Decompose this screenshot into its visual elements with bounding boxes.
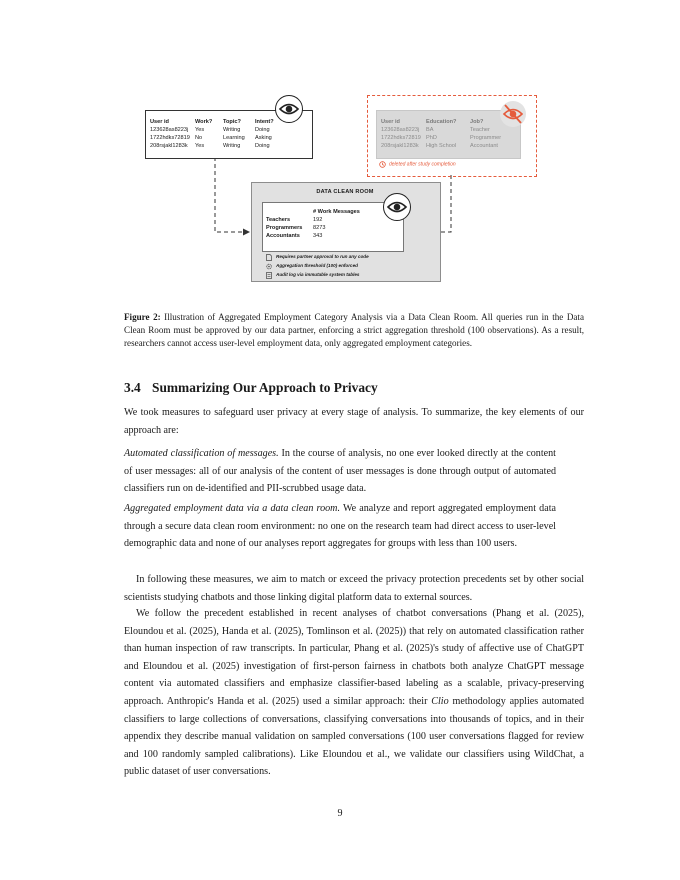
table-cell: No [195,135,203,141]
table-row [150,134,274,142]
list-item [266,271,369,280]
column-header: User id [150,119,169,125]
table-cell: 343 [313,233,323,239]
table-row [266,216,360,224]
note-text: Aggregation threshold (100) enforced [276,262,358,268]
row-label: Teachers [266,217,291,223]
intro-paragraph: We took measures to safeguard user privacy at every stage of analysis. To summarize, the key elements of our approach are: [124,407,584,436]
body-paragraph [124,571,584,606]
row-label: Programmers [266,225,303,231]
paragraph-text: We follow the precedent established in recent analyses of chatbot conversations (Phang et al. (2025), Eloundou et al. (2025), Handa et al. (2025), Tomlinson et al. (2025)) that rely on automated classification rather than human inspection of raw transcripts. In particular, Phang et al. (2025)'s study of affective use of ChatGPT and Eloundou et al. (2025) investigation of first-person fairness in chatbots both analyze ChatGPT message content via automated classifiers and emphasize classifier-based labeling as a scalable, privacy-preserving approach. Anthropic's Handa et al. (2025) used a similar approach: their [124,608,584,707]
table-cell: 192 [313,217,323,223]
table-cell: 123628as8223j [381,127,420,133]
paragraph-text: In following these measures, we aim to match or exceed the privacy protection precedents set by other social scientists studying chatbots and those linking digital platform data to external sources. [124,574,584,603]
row-label: Accountants [266,233,300,239]
table-row [150,126,274,134]
table-cell: 208rsjakl1283k [150,143,188,149]
column-header: Topic? [223,119,241,125]
table-row [381,134,501,142]
list-item [266,262,369,271]
table-cell: 123628as8223j [150,127,189,133]
table-cell: Programmer [470,135,502,141]
table-row [381,142,501,150]
clio-term: Clio [431,695,449,707]
table-cell: High School [426,143,457,149]
column-header: User id [381,119,400,125]
table-cell: Asking [255,135,272,141]
document-icon [266,254,272,261]
list-item [124,500,556,553]
eye-icon [383,193,411,221]
table-cell: BA [426,127,434,133]
table-cell: Learning [223,135,245,141]
item-text: In the course of analysis, no one ever looked directly at the content of user messages: all of our analysis of the content of user messages is done through output of automated classifiers run on de-identified and PII-scrubbed usage data. [124,448,556,495]
column-header: Education? [426,119,457,125]
table-row [266,224,360,232]
note-text: Audit log via immutable system tables [276,271,360,277]
list-item [266,253,369,262]
table-cell: 208rsjakl1283k [381,143,419,149]
table-cell: 1722hdks72819 [150,135,190,141]
table-row [150,142,274,150]
note-text: Requires partner approval to run any code [276,254,369,259]
clock-icon [379,161,386,168]
column-header: Work? [195,119,213,125]
table-cell: Accountant [470,143,498,149]
table-row [266,232,360,240]
table-cell: 8273 [313,225,326,231]
list-item [124,445,556,498]
table-cell: Writing [223,127,241,133]
item-title: Aggregated employment data via a data clean room. [124,503,340,514]
figure-caption [124,311,584,351]
table-cell: Doing [255,127,270,133]
column-header: Job? [470,119,484,125]
eye-icon [275,95,303,123]
clean-room-notes [266,253,369,280]
table-cell: 1722hdks72819 [381,135,421,141]
page-number: 9 [337,808,343,819]
caption-text: Illustration of Aggregated Employment Category Analysis via a Data Clean Room. All queries run in the Data Clean Room must be approved by our data partner, enforcing a strict aggregation threshold (100 observations). As a result, researchers cannot access user-level employment data, only aggregated employment categories. [124,312,584,349]
item-title: Automated classification of messages. [124,448,279,459]
column-header: # Work Messages [313,209,360,215]
gear-icon [266,263,272,270]
table-cell: Doing [255,143,270,149]
table-row [381,126,501,134]
body-paragraph [124,605,584,781]
list-icon [266,272,272,279]
item-text: We analyze and report aggregated employment data through a secure data clean room environment: no one on the research team had direct access to user-level demographic data and none of our analyses report aggregates for groups with less than 100 users. [124,503,556,550]
table-cell: PhD [426,135,437,141]
figure [0,0,680,300]
table-cell: Yes [195,143,205,149]
eye-slash-icon [500,101,526,127]
table-cell: Writing [223,143,241,149]
section-heading [124,380,378,396]
table-cell: Yes [195,127,205,133]
caption-label: Figure 2: [124,312,161,322]
data-clean-room-title: DATA CLEAN ROOM [316,189,374,195]
deleted-note [379,161,456,168]
section-number: 3.4 [124,380,141,395]
deleted-note-text: deleted after study completion [389,161,456,168]
column-header: Intent? [255,119,274,125]
section-title: Summarizing Our Approach to Privacy [152,380,378,395]
paragraph-text: methodology applies automated classifiers to large collections of conversations, classifying conversations into thousands of topics, and in their appendix they describe manual validation on sampled conversations (100 user conversations flagged for review and 100 randomly sampled calibrations). Like Eloundou et al., we validate our classifiers using WildChat, a public dataset of user conversations. [124,695,585,778]
table-cell: Teacher [470,127,490,133]
